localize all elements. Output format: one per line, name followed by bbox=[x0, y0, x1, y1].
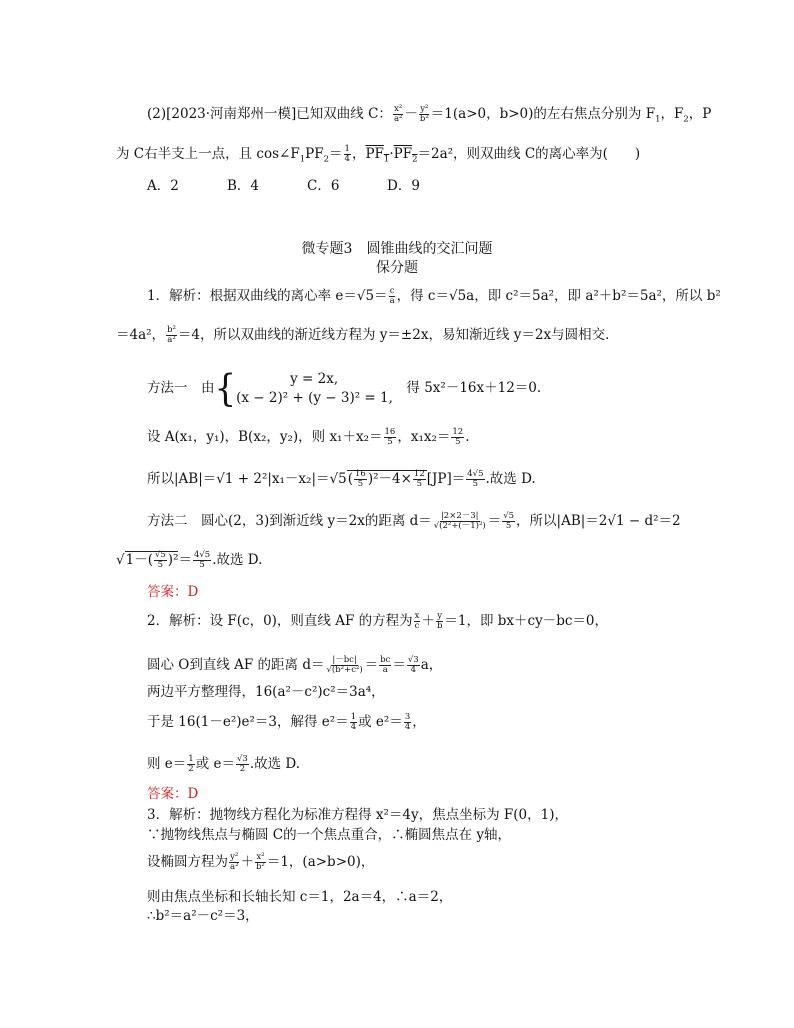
sol2-line2: 圆心 O到直线 AF 的距离 d＝ $\frac{|-bc|}{\text{√(b²+c²)}}$ ＝ $\frac{bc}{a}$ ＝ $\frac{√3}{4}$ a， bbox=[147, 655, 443, 675]
sol2-line3: 两边平方整理得，16(a²－c²)c²＝3a⁴， bbox=[147, 684, 385, 700]
sol1-answer: 答案：D bbox=[147, 584, 199, 600]
sol3-line5: ∴b²＝a²－c²＝3， bbox=[147, 908, 259, 924]
sol1-line7: √1－( $\frac{√5}{5}$ )²＝ $\frac{4√5}{5}$ .故选 D. bbox=[116, 550, 263, 570]
sol2-line1: 2．解析：设 F(c，0)，则直线 AF 的方程为 $\frac{x}{c}$ ＋ $\frac{y}{b}$ ＝1，即 bx＋cy－bc＝0， bbox=[147, 611, 609, 631]
frac-y2-b2: $\frac{\text{y²}}{\text{b²}}$ bbox=[419, 104, 429, 124]
sol1-line1: 1．解析：根据双曲线的离心率 e＝√5＝ $\frac{c}{a}$ ，得 c＝√5a，即 c²＝5a²，即 a²＋b²＝5a²，所以 b² bbox=[147, 286, 721, 306]
sol3-line2: ∵抛物线焦点与椭圆 C的一个焦点重合，∴椭圆焦点在 y轴， bbox=[147, 827, 512, 843]
frac-x2-a2: $\frac{\text{x²}}{\text{a²}}$ bbox=[393, 104, 403, 124]
brace-symbol: { bbox=[214, 366, 237, 411]
sol1-line2: ＝4a²， $\frac{\text{b²}}{\text{a²}}$ ＝4，所以双曲线的渐近线方程为 y＝±2x，易知渐近线 y＝2x与圆相交． bbox=[116, 325, 619, 345]
sol1-line4: 设 A(x₁，y₁)，B(x₂，y₂)，则 x₁＋x₂＝ $\frac{16}{5}$ ，x₁x₂＝ $\frac{12}{5}$ . bbox=[147, 427, 470, 447]
q2-stem-line1: (2)[2023·河南郑州一模]已知双曲线 C： $\frac{\text{x²}}{\text{a²}}$ － $\frac{\text{y²}}{\text{b²}}$ ＝1(a>0，b>0)的左右焦点分别为 $F_1$，$F_2$，P bbox=[147, 104, 712, 125]
q2-option-a: A．2 bbox=[147, 178, 179, 194]
sol1-method1: 方法一 由{ y = 2x, (x − 2)² + (y − 3)² = 1, 得 5x²－16x＋12＝0. bbox=[147, 366, 542, 411]
sol3-line3: 设椭圆方程为 $\frac{\text{y²}}{\text{a²}}$ ＋ $\frac{\text{x²}}{\text{b²}}$ ＝1，(a>b>0)， bbox=[147, 852, 375, 872]
sol1-method2: 方法二 圆心(2，3)到渐近线 y＝2x的距离 d＝ $\frac{|2\times 2-3|}{\text{√(2²+(－1)²)}}$ ＝ $\frac{√5}{5}$ ，所以|AB|＝2√1 − d²＝2 bbox=[147, 511, 681, 531]
sol3-line1: 3．解析：抛物线方程化为标准方程得 x²＝4y，焦点坐标为 F(0，1)， bbox=[147, 807, 568, 823]
q2-option-d: D．9 bbox=[387, 178, 420, 194]
section-title: 微专题3 圆锥曲线的交汇问题 bbox=[301, 241, 493, 257]
q2-option-c: C．6 bbox=[307, 178, 340, 194]
sol2-line4: 于是 16(1－e²)e²＝3，解得 e²＝ $\frac{1}{4}$ 或 e²＝ $\frac{3}{4}$ ， bbox=[147, 712, 426, 732]
sol2-answer: 答案：D bbox=[147, 786, 199, 802]
sol3-line4: 则由焦点坐标和长轴长知 c＝1，2a＝4，∴a＝2， bbox=[147, 889, 453, 905]
q2-option-b: B．4 bbox=[227, 178, 260, 194]
section-subtitle: 保分题 bbox=[376, 260, 418, 276]
sol2-line5: 则 e＝ $\frac{1}{2}$ 或 e＝ $\frac{√3}{2}$ .故选 D. bbox=[147, 754, 301, 774]
q2-stem-line2: 为 C右半支上一点，且 $\cos\angle F_1PF_2=$ $\frac{1}{4}$ ，$PF_1\cdot PF_2=2a^2$，则双曲线 C的离心率为( ) bbox=[116, 144, 641, 165]
sol1-line5: 所以|AB|＝√1 + 2²|x₁－x₂|＝√5( $\frac{16}{5}$ )²－4× $\frac{12}{5}$ [JP]＝ $\frac{4√5}{5}$ .故选 D. bbox=[147, 469, 536, 489]
